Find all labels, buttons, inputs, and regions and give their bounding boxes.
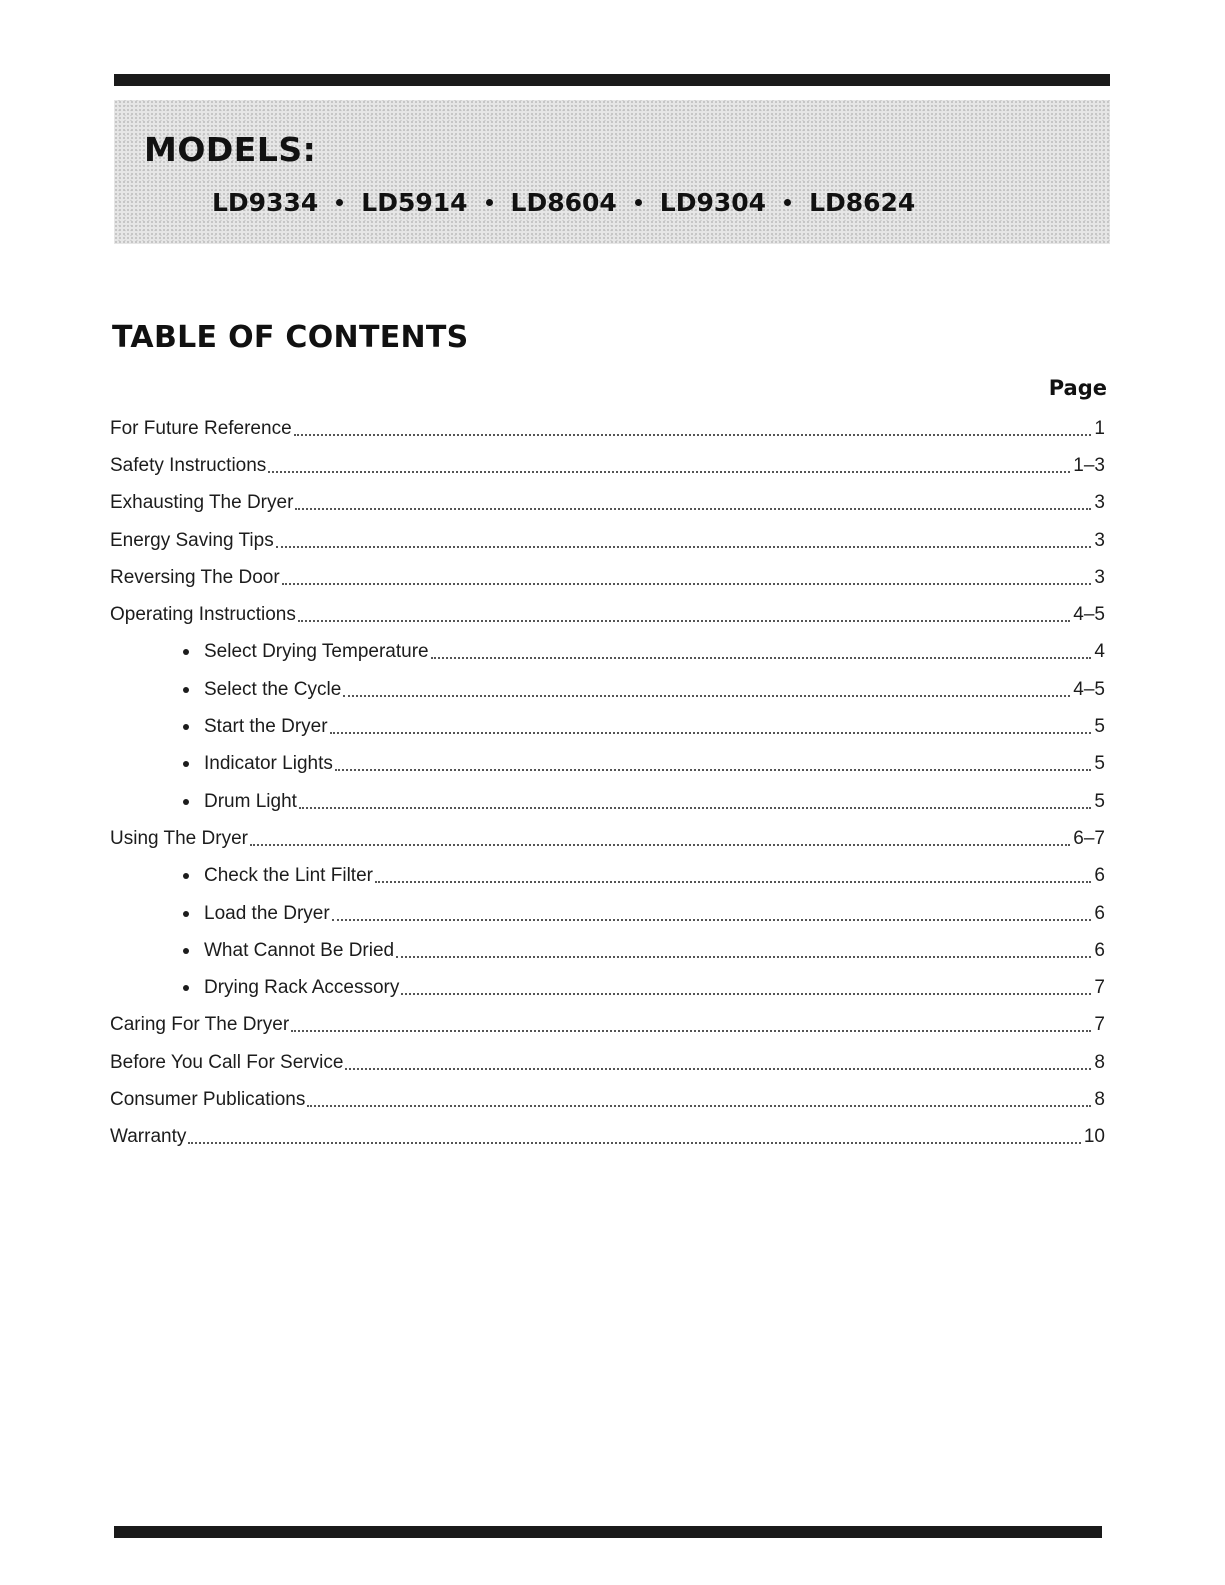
toc-entry-page: 6 [1094, 865, 1105, 887]
models-heading: MODELS: [144, 130, 317, 169]
toc-entry-label: What Cannot Be Dried [204, 939, 395, 961]
model-number [212, 188, 318, 217]
toc-entry[interactable] [110, 1044, 1105, 1081]
bullet-icon [183, 948, 189, 954]
toc-subentry[interactable] [110, 783, 1105, 820]
toc-entry-page: 3 [1094, 492, 1105, 514]
dot-leader [250, 844, 1070, 846]
bullet-icon [784, 199, 791, 206]
toc-entry-page: 4–5 [1073, 678, 1105, 700]
bullet-icon [183, 873, 189, 879]
toc-entry[interactable] [110, 447, 1105, 484]
toc-entry-page: 8 [1094, 1051, 1105, 1073]
toc-entry-page: 4–5 [1073, 604, 1105, 626]
toc-entry-page: 5 [1094, 716, 1105, 738]
bullet-icon [183, 911, 189, 917]
dot-leader [295, 508, 1091, 510]
bullet-icon [486, 199, 493, 206]
bullet-icon [183, 985, 189, 991]
model-number [318, 188, 467, 217]
page-column-header: Page [1048, 376, 1107, 400]
toc-entry-page: 5 [1094, 790, 1105, 812]
toc-entry[interactable] [110, 820, 1105, 857]
toc-entry[interactable] [110, 485, 1105, 522]
toc-subentry[interactable] [110, 746, 1105, 783]
toc-entry-label: Select the Cycle [204, 678, 342, 700]
toc-entry-page: 6 [1094, 939, 1105, 961]
dot-leader [330, 732, 1092, 734]
model-number-text: LD9334 [212, 188, 319, 217]
toc-entry-label: Operating Instructions [110, 604, 296, 626]
toc-subentry[interactable] [110, 932, 1105, 969]
model-number [468, 188, 617, 217]
toc-entry-label: Before You Call For Service [110, 1051, 344, 1073]
toc-entry-label: Energy Saving Tips [110, 529, 274, 551]
bullet-icon [336, 199, 343, 206]
toc-entry-label: Using The Dryer [110, 827, 248, 849]
bottom-rule [114, 1526, 1102, 1538]
bullet-icon [183, 649, 189, 655]
bullet-icon [183, 724, 189, 730]
dot-leader [276, 546, 1092, 548]
toc-subentry[interactable] [110, 895, 1105, 932]
model-number-text: LD8604 [510, 188, 617, 217]
toc-subentry[interactable] [110, 708, 1105, 745]
dot-leader [291, 1030, 1091, 1032]
bullet-icon [183, 799, 189, 805]
toc-entry-label: Indicator Lights [204, 753, 333, 775]
toc-entry-label: Drying Rack Accessory [204, 977, 400, 999]
toc-entry[interactable] [110, 1081, 1105, 1118]
toc-entry-label: For Future Reference [110, 417, 292, 439]
toc-entry[interactable] [110, 559, 1105, 596]
toc-subentry[interactable] [110, 671, 1105, 708]
dot-leader [431, 657, 1092, 659]
toc-entry-page: 4 [1094, 641, 1105, 663]
toc-subentry[interactable] [110, 634, 1105, 671]
toc-entry-page: 1 [1094, 417, 1105, 439]
toc-entry[interactable] [110, 522, 1105, 559]
toc-list [110, 410, 1105, 1156]
toc-entry-page: 7 [1094, 977, 1105, 999]
dot-leader [294, 434, 1092, 436]
dot-leader [188, 1142, 1080, 1144]
toc-entry-label: Reversing The Door [110, 566, 280, 588]
toc-entry-page: 3 [1094, 529, 1105, 551]
toc-entry-label: Drum Light [204, 790, 297, 812]
toc-entry-label: Check the Lint Filter [204, 865, 373, 887]
dot-leader [268, 471, 1070, 473]
toc-subentry[interactable] [110, 969, 1105, 1006]
top-rule [114, 74, 1110, 86]
dot-leader [282, 583, 1092, 585]
toc-entry-label: Safety Instructions [110, 454, 267, 476]
dot-leader [375, 881, 1091, 883]
model-number-text: LD8624 [809, 188, 916, 217]
dot-leader [307, 1105, 1091, 1107]
toc-entry-page: 6 [1094, 902, 1105, 924]
toc-entry-page: 1–3 [1073, 454, 1105, 476]
dot-leader [335, 769, 1092, 771]
toc-entry-label: Warranty [110, 1126, 187, 1148]
model-number [617, 188, 766, 217]
toc-entry-label: Load the Dryer [204, 902, 330, 924]
model-number-text: LD9304 [659, 188, 767, 217]
toc-entry-label: Exhausting The Dryer [110, 492, 294, 514]
bullet-icon [183, 761, 189, 767]
toc-entry[interactable] [110, 1119, 1105, 1156]
models-list [212, 188, 915, 217]
dot-leader [343, 695, 1070, 697]
toc-entry-page: 10 [1083, 1126, 1105, 1148]
dot-leader [345, 1068, 1091, 1070]
toc-entry[interactable] [110, 410, 1105, 447]
toc-entry[interactable] [110, 596, 1105, 633]
toc-entry-page: 7 [1094, 1014, 1105, 1036]
toc-entry-page: 3 [1094, 566, 1105, 588]
toc-entry-page: 6–7 [1073, 827, 1105, 849]
dot-leader [396, 956, 1091, 958]
toc-entry-label: Caring For The Dryer [110, 1014, 290, 1036]
toc-title: TABLE OF CONTENTS [112, 320, 469, 355]
models-banner [114, 100, 1110, 244]
dot-leader [299, 807, 1092, 809]
toc-subentry[interactable] [110, 858, 1105, 895]
toc-entry-label: Consumer Publications [110, 1088, 306, 1110]
bullet-icon [635, 199, 642, 206]
model-number [766, 188, 915, 217]
toc-entry-label: Select Drying Temperature [204, 641, 429, 663]
toc-entry-page: 5 [1094, 753, 1105, 775]
toc-entry-label: Start the Dryer [204, 716, 328, 738]
dot-leader [332, 919, 1092, 921]
toc-entry-page: 8 [1094, 1088, 1105, 1110]
bullet-icon [183, 687, 189, 693]
dot-leader [298, 620, 1070, 622]
toc-entry[interactable] [110, 1007, 1105, 1044]
dot-leader [401, 993, 1091, 995]
model-number-text: LD5914 [361, 188, 468, 217]
